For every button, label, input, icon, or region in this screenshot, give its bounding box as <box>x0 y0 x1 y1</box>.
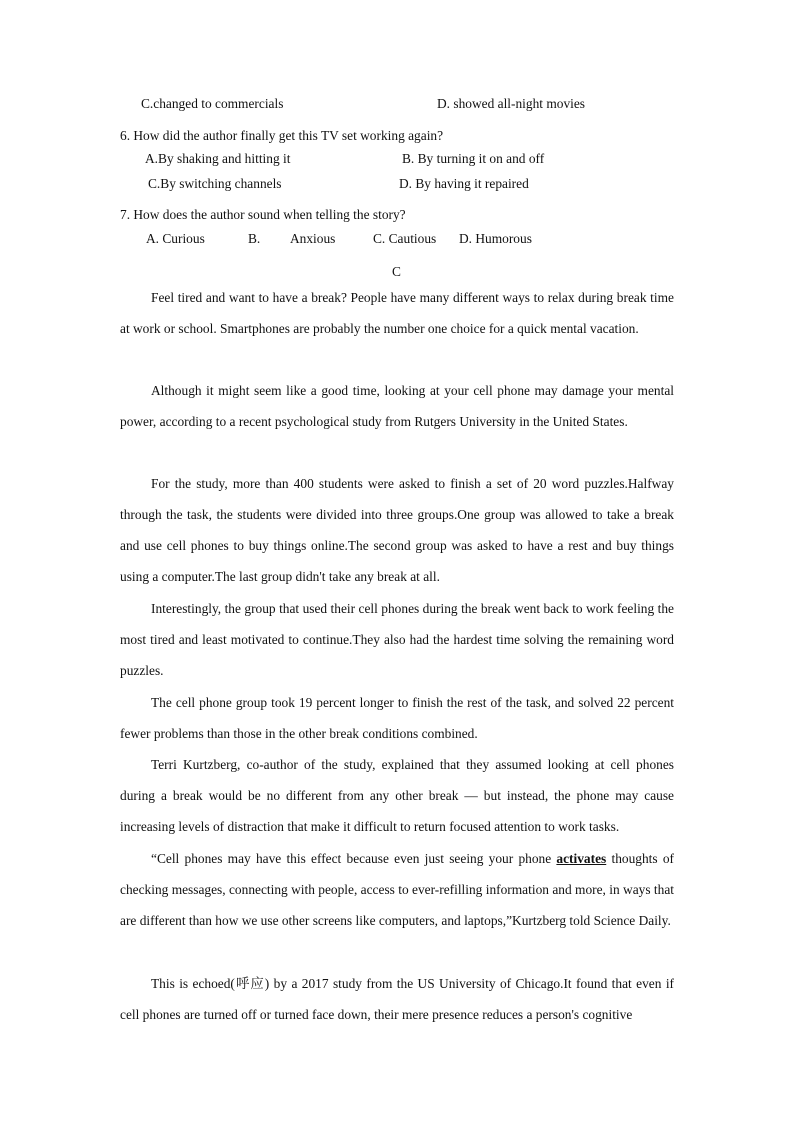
q6-option-c: C.By switching channels <box>148 176 282 191</box>
q5-option-d: D. showed all-night movies <box>437 96 586 111</box>
q7-question: 7. How does the author sound when telling the story? <box>120 207 406 222</box>
passage-paragraph-6: Terri Kurtzberg, co-author of the study, explained that they assumed looking at cell phones during a break would be no different from any other break — but instead, the phone may cause increasing levels of distraction that make it difficult to return focused attention to work tasks. <box>120 757 674 834</box>
q7-option-d: D. Humorous <box>459 231 532 246</box>
passage-paragraph-4: Interestingly, the group that used their cell phones during the break went back to work feeling the most tired and least motivated to continue.They also had the hardest time solving the remaining word puzzles. <box>120 601 674 678</box>
keyword-activates: activates <box>556 851 607 866</box>
passage-paragraph-5: The cell phone group took 19 percent longer to finish the rest of the task, and solved 22 percent fewer problems than those in the other break conditions combined. <box>120 695 674 741</box>
q7-option-b: B. <box>248 231 261 246</box>
passage-paragraph-2: Although it might seem like a good time, looking at your cell phone may damage your mental power, according to a recent psychological study from Rutgers University in the United States. <box>120 383 674 429</box>
q6-question: 6. How did the author finally get this TV set working again? <box>120 128 444 143</box>
q6-option-b: B. By turning it on and off <box>402 151 545 166</box>
q6-option-a: A.By shaking and hitting it <box>145 151 291 166</box>
q7-option-a: A. Curious <box>146 231 205 246</box>
q6-option-d: D. By having it repaired <box>399 176 529 191</box>
q7-option-c: C. Cautious <box>373 231 437 246</box>
passage-paragraph-7 <box>120 843 674 936</box>
section-c-heading: C <box>392 264 401 279</box>
passage-paragraph-3: For the study, more than 400 students were asked to finish a set of 20 word puzzles.Halfway through the task, the students were divided into three groups.One group was allowed to take a break and use cell phones to buy things online.The second group was asked to have a rest and buy things using a computer.The last group didn't take any break at all. <box>120 476 674 584</box>
passage-paragraph-1: Feel tired and want to have a break? People have many different ways to relax during break time at work or school. Smartphones are probably the number one choice for a quick mental vacation. <box>120 290 674 336</box>
paragraph-7-text-start: “Cell phones may have this effect because even just seeing your phone <box>151 851 557 866</box>
q7-option-b-text: Anxious <box>290 231 336 246</box>
q5-option-c: C.changed to commercials <box>141 96 284 111</box>
passage-paragraph-8: This is echoed(呼应) by a 2017 study from the US University of Chicago.It found that even if cell phones are turned off or turned face down, their mere presence reduces a person's cognitive <box>120 976 674 1022</box>
paragraph-7-text-end: thoughts of checking messages, connecting with people, access to ever-refilling information and more, in ways that are different than how we use other screens like computers, and laptops,”Kurtzberg told Science Daily. <box>120 851 674 928</box>
